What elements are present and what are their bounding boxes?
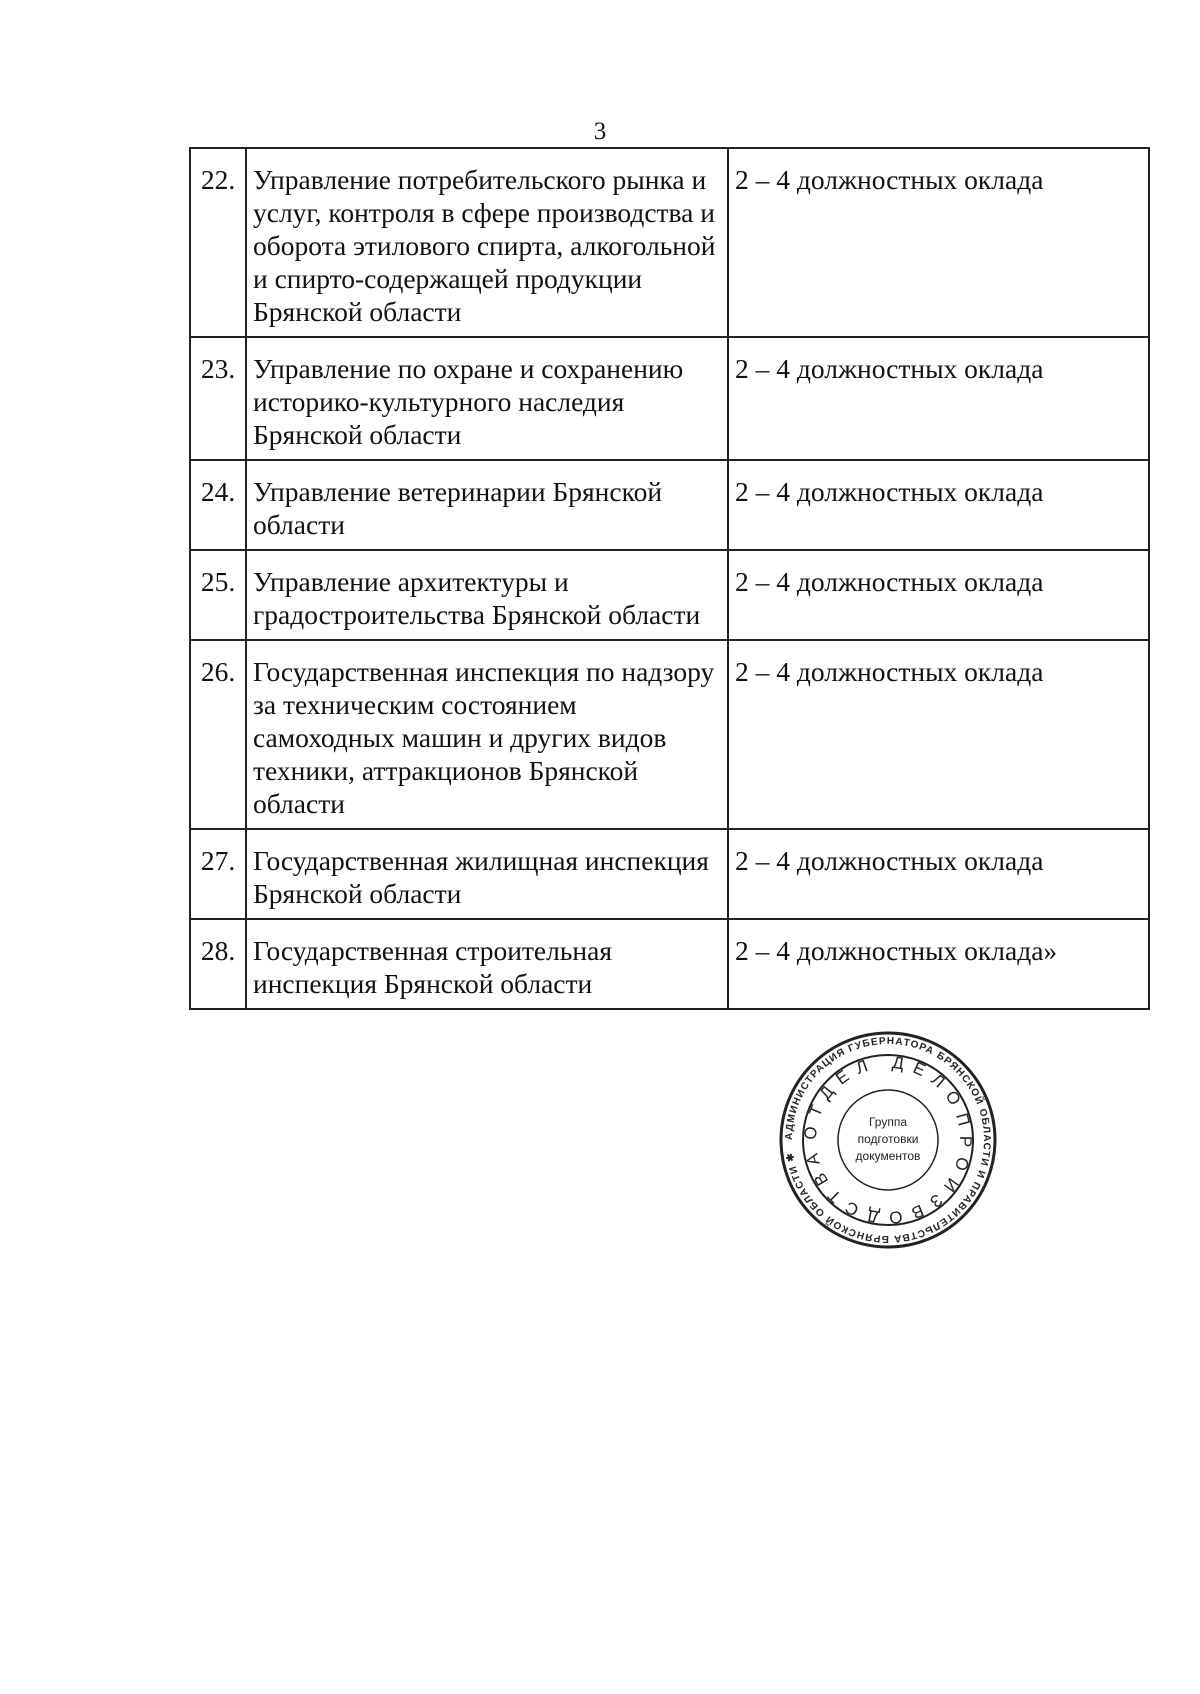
row-number: 28. bbox=[190, 919, 246, 1009]
organization-name: Управление по охране и сохранению историко-культурного наследия Брянской области bbox=[246, 337, 728, 460]
organization-name: Управление ветеринарии Брянской области bbox=[246, 460, 728, 550]
table-row bbox=[190, 148, 1149, 337]
row-number: 22. bbox=[190, 148, 246, 337]
row-number: 23. bbox=[190, 337, 246, 460]
table-row bbox=[190, 460, 1149, 550]
stamp-center-line: Группа bbox=[868, 1115, 908, 1129]
organization-name: Управление потребительского рынка и услуг, контроля в сфере производства и оборота этилового спирта, алкогольной и спирто-содержащей продукции Брянской области bbox=[246, 148, 728, 337]
organization-name: Управление архитектуры и градостроительства Брянской области bbox=[246, 550, 728, 640]
organization-name: Государственная жилищная инспекция Брянской области bbox=[246, 829, 728, 919]
office-stamp bbox=[778, 1030, 998, 1250]
table-row bbox=[190, 829, 1149, 919]
row-number: 24. bbox=[190, 460, 246, 550]
table-row bbox=[190, 640, 1149, 829]
bonus-amount: 2 – 4 должностных оклада bbox=[728, 550, 1149, 640]
organization-name: Государственная строительная инспекция Брянской области bbox=[246, 919, 728, 1009]
page-number: 3 bbox=[593, 118, 607, 145]
bonus-amount: 2 – 4 должностных оклада» bbox=[728, 919, 1149, 1009]
stamp-outer-text: АДМИНИСТРАЦИЯ ГУБЕРНАТОРА БРЯНСКОЙ ОБЛАСТИ И ПРАВИТЕЛЬСТВА БРЯНСКОЙ ОБЛАСТИ ✱ bbox=[783, 1035, 993, 1245]
bonus-amount: 2 – 4 должностных оклада bbox=[728, 460, 1149, 550]
salary-table bbox=[189, 147, 1150, 1010]
row-number: 26. bbox=[190, 640, 246, 829]
stamp-center-line: документов bbox=[855, 1149, 921, 1163]
bonus-amount: 2 – 4 должностных оклада bbox=[728, 640, 1149, 829]
bonus-amount: 2 – 4 должностных оклада bbox=[728, 829, 1149, 919]
row-number: 27. bbox=[190, 829, 246, 919]
stamp-center-line: подготовки bbox=[857, 1132, 919, 1146]
bonus-amount: 2 – 4 должностных оклада bbox=[728, 148, 1149, 337]
table-row bbox=[190, 919, 1149, 1009]
bonus-amount: 2 – 4 должностных оклада bbox=[728, 337, 1149, 460]
stamp-arc-text: ОТДЕЛ ДЕЛОПРОИЗВОДСТВА bbox=[800, 1052, 976, 1228]
table-row bbox=[190, 337, 1149, 460]
row-number: 25. bbox=[190, 550, 246, 640]
table-row bbox=[190, 550, 1149, 640]
organization-name: Государственная инспекция по надзору за техническим состоянием самоходных машин и других видов техники, аттракционов Брянской области bbox=[246, 640, 728, 829]
